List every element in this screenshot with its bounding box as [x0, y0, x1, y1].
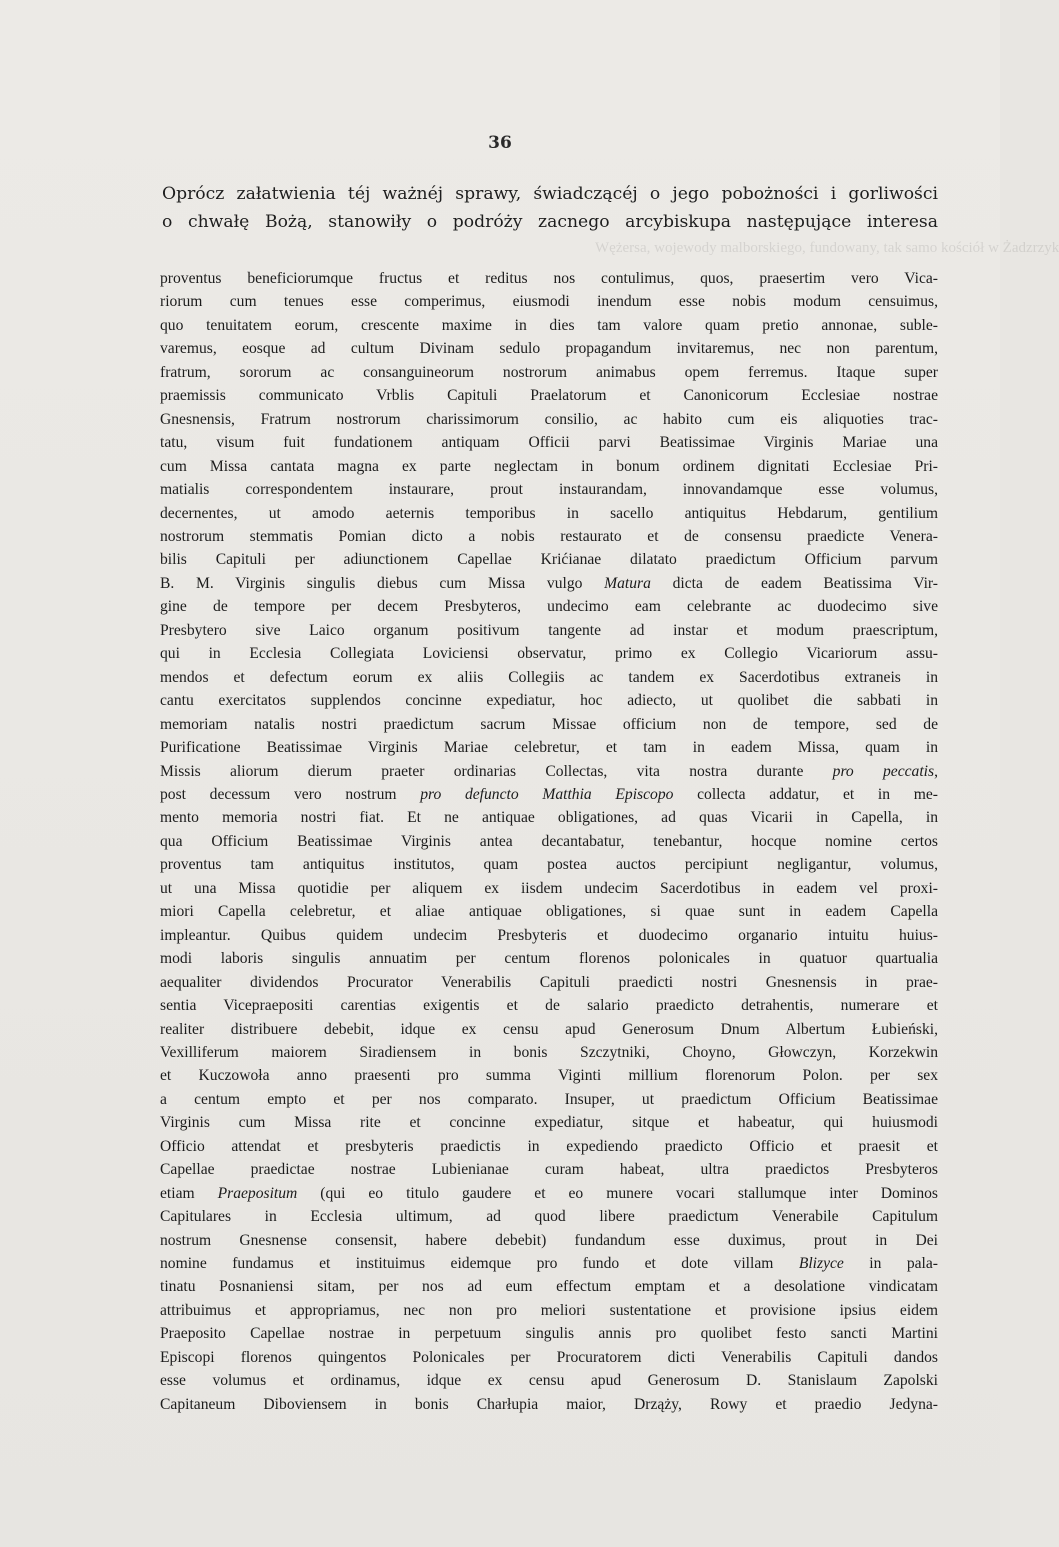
text-line: B. M. Virginis singulis diebus cum Missa vulgo Matura dicta de eadem Beatissima Vir- [160, 574, 938, 592]
text-line: nomine fundamus et instituimus eidemque pro fundo et dote villam Blizyce in pala- [160, 1255, 939, 1273]
text-line: cantu exercitatos supplendos concinne expediatur, hoc adiecto, ut quolibet die sabbati in [160, 692, 938, 710]
intro-line: o chwałę Bożą, stanowiły o podróży zacnego arcybiskupa następujące interesa [162, 212, 938, 232]
text-line: aequaliter dividendos Procurator Venerabilis Capituli praedicti nostri Gnesnensis in prae- [160, 973, 938, 991]
text-line: fratrum, sororum ac consanguineorum nostrorum animabus opem ferremus. Itaque super [160, 363, 938, 381]
text-line: qui in Ecclesia Collegiata Loviciensi observatur, primo ex Collegio Vicariorum assu- [160, 645, 938, 663]
text-line: attribuimus et appropriamus, nec non pro meliori sustentatione et provisione ipsius eidem [160, 1301, 938, 1319]
text-line: realiter distribuere debebit, idque ex censu apud Generosum Dnum Albertum Łubieński, [160, 1020, 938, 1038]
text-line: et Kuczowoła anno praesenti pro summa Viginti millium florenorum Polon. per sex [160, 1067, 938, 1085]
text-line: riorum cum tenues esse comperimus, eiusmodi inendum esse nobis modum censuimus, [160, 293, 938, 311]
text-line: memoriam natalis nostri praedictum sacrum Missae officium non de tempore, sed de [160, 715, 938, 733]
text-line: Vexilliferum maiorem Siradiensem in bonis Szczytniki, Choyno, Głowczyn, Korzekwin [160, 1043, 938, 1061]
text-line: miori Capella celebretur, et aliae antiquae obligationes, si quae sunt in eadem Capella [160, 903, 938, 921]
text-line: Missis aliorum dierum praeter ordinarias Collectas, vita nostra durante pro peccatis, [160, 762, 938, 780]
text-line: Capitulares in Ecclesia ultimum, ad quod libere praedictum Venerabile Capitulum [160, 1208, 938, 1226]
text-line: nostrum Gnesnense consensit, habere debebit) fundandum esse duximus, prout in Dei [160, 1231, 938, 1249]
page-number: 36 [488, 133, 512, 153]
intro-line: Oprócz załatwienia téj ważnéj sprawy, świadczącéj o jego pobożności i gorliwości [162, 184, 938, 204]
italic-phrase: Praepositum [217, 1184, 298, 1202]
text-line: Capitaneum Diboviensem in bonis Charłupia maior, Drząży, Rowy et praedio Jedyna- [160, 1395, 938, 1413]
text-line: nostrorum stemmatis Pomian dicto a nobis restaurato et de consensu praedicte Venera- [160, 527, 938, 545]
text-line: Episcopi florenos quingentos Polonicales per Procuratorem dicti Venerabilis Capituli dandos [160, 1348, 938, 1366]
italic-phrase: pro defuncto Matthia Episcopo [420, 785, 674, 803]
text-line: varemus, eosque ad cultum Divinam sedulo propagandum invitaremus, nec non parentum, [160, 340, 938, 358]
text-line: etiam Praepositum (qui eo titulo gaudere et eo munere vocari stallumque inter Dominos [160, 1184, 938, 1202]
latin-charter-text [160, 267, 938, 1416]
text-line: mento memoria nostri fiat. Et ne antiquae obligationes, ad quas Vicarii in Capella, in [160, 809, 938, 827]
text-line: tinatu Posnaniensi sitam, per nos ad eum effectum emptam et a desolatione vindicatam [160, 1278, 938, 1296]
text-line: Purificatione Beatissimae Virginis Mariae celebretur, et tam in eadem Missa, quam in [160, 739, 938, 757]
text-line: esse volumus et ordinamus, idque ex censu apud Generosum D. Stanislaum Zapolski [160, 1372, 938, 1390]
text-line: Praeposito Capellae nostrae in perpetuum singulis annis pro quolibet festo sancti Martini [160, 1325, 938, 1343]
italic-phrase: pro peccatis [832, 762, 935, 780]
text-line: Gnesnensis, Fratrum nostrorum charissimorum consilio, ac habito cum eis aliquoties trac- [160, 410, 938, 428]
text-line: mendos et defectum eorum ex aliis Collegiis ac tandem ex Sacerdotibus extraneis in [160, 668, 938, 686]
text-line: gine de tempore per decem Presbyteros, undecimo eam celebrante ac duodecimo sive [160, 598, 938, 616]
text-line: bilis Capituli per adiunctionem Capellae Krićianae dilatato praedictum Officium parvum [160, 551, 938, 569]
italic-phrase: Matura [604, 574, 651, 592]
text-line: praemissis communicato Vrblis Capituli Praelatorum et Canonicorum Ecclesiae nostrae [160, 387, 938, 405]
text-line: proventus beneficiorumque fructus et reditus nos contulimus, quos, praesertim vero Vica- [160, 270, 938, 287]
text-line: Officio attendat et presbyteris praedictis in expediendo praedicto Officio et praesit et [160, 1137, 938, 1155]
text-line: qua Officium Beatissimae Virginis antea decantabatur, tenebantur, hocque nomine certos [160, 832, 938, 850]
text-line: tatu, visum fuit fundationem antiquam Officii parvi Beatissimae Virginis Mariae una [160, 434, 938, 452]
italic-phrase: Blizyce [798, 1255, 844, 1273]
text-line: Capellae praedictae nostrae Lubienianae curam habeat, ultra praedictos Presbyteros [160, 1161, 938, 1179]
text-line: a centum empto et per nos comparato. Insuper, ut praedictum Officium Beatissimae [160, 1090, 938, 1108]
text-line: matialis correspondentem instaurare, prout instaurandam, innovandamque esse volumus, [160, 481, 938, 499]
polish-intro-paragraph [162, 180, 938, 236]
text-line: quo tenuitatem eorum, crescente maxime in dies tam valore quam pretio annonae, suble- [160, 316, 938, 334]
text-line: impleantur. Quibus quidem undecim Presbyteris et duodecimo organario intuitu huius- [160, 926, 938, 944]
bleed-through-text: Wężersa, wojewody malborskiego, fundowany, tak samo kościół w Żadzrzyk [595, 240, 1059, 256]
text-line: Presbytero sive Laico organum positivum tangente ad instar et modum praescriptum, [160, 621, 938, 639]
text-line: proventus tam antiquitus institutos, quam postea auctos percipiunt negligantur, volumus, [160, 856, 938, 874]
text-line: decernentes, ut amodo aeternis temporibus in sacello antiquitus Hebdarum, gentilium [160, 504, 938, 522]
text-line: ut una Missa quotidie per aliquem ex iisdem undecim Sacerdotibus in eadem vel proxi- [160, 879, 938, 897]
text-line: sentia Vicepraepositi carentias exigentis et de salario praedicto detrahentis, numerare et [160, 997, 938, 1015]
text-line: Virginis cum Missa rite et concinne expediatur, sitque et habeatur, qui huiusmodi [160, 1114, 938, 1132]
text-line: modi laboris singulis annuatim per centum florenos polonicales in quatuor quartualia [160, 950, 938, 968]
text-line: cum Missa cantata magna ex parte neglectam in bonum ordinem dignitati Ecclesiae Pri- [160, 457, 938, 475]
text-line: post decessum vero nostrum pro defuncto Matthia Episcopo collecta addatur, et in me- [160, 785, 938, 803]
